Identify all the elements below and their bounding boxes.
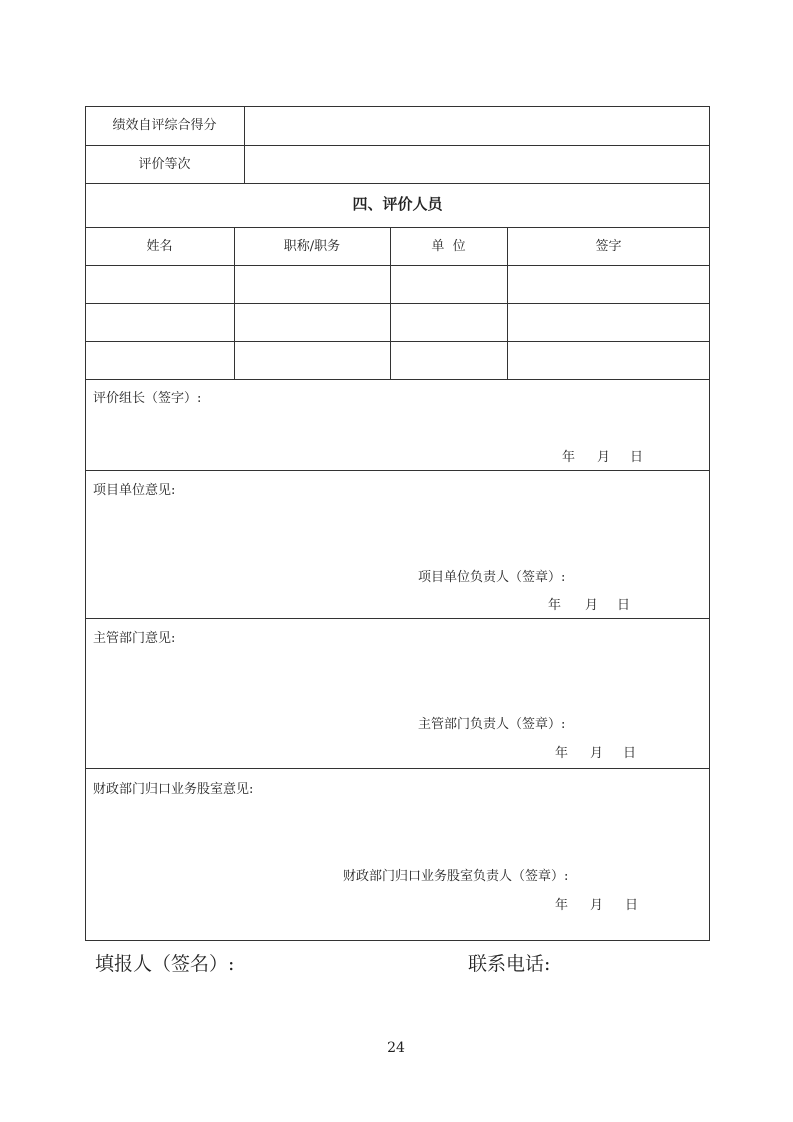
row-divider <box>85 768 710 769</box>
row-divider <box>85 379 710 380</box>
table-border <box>85 940 710 941</box>
row-divider <box>85 183 710 184</box>
table-border <box>85 106 86 941</box>
finance-label: 财政部门归口业务股室意见: <box>93 782 254 797</box>
score-field[interactable] <box>246 108 708 144</box>
page-number: 24 <box>387 1040 405 1056</box>
row-divider <box>85 303 710 304</box>
table-border <box>709 106 710 941</box>
header-unit: 单 位 <box>431 239 466 254</box>
date-month: 月 <box>585 598 599 613</box>
dept-label: 主管部门意见: <box>93 631 176 646</box>
header-name: 姓名 <box>146 239 173 254</box>
finance-signer: 财政部门归口业务股室负责人（签章）: <box>343 869 569 884</box>
table-border <box>85 106 710 107</box>
project-unit-signer: 项目单位负责人（签章）: <box>418 570 566 585</box>
row-divider <box>85 227 710 228</box>
phone-label: 联系电话: <box>468 953 551 975</box>
date-day: 日 <box>625 898 639 913</box>
score-label: 绩效自评综合得分 <box>112 118 217 133</box>
date-year: 年 <box>562 450 576 465</box>
date-year: 年 <box>548 598 562 613</box>
leader-label: 评价组长（签字）: <box>93 391 202 406</box>
project-unit-label: 项目单位意见: <box>93 483 176 498</box>
date-year: 年 <box>555 746 569 761</box>
grade-field[interactable] <box>246 147 708 182</box>
row-divider <box>85 265 710 266</box>
date-day: 日 <box>630 450 644 465</box>
date-year: 年 <box>555 898 569 913</box>
dept-signer: 主管部门负责人（签章）: <box>418 717 566 732</box>
date-day: 日 <box>623 746 637 761</box>
row-divider <box>85 145 710 146</box>
section-title: 四、评价人员 <box>352 195 443 213</box>
row-divider <box>85 618 710 619</box>
col-divider <box>244 106 245 183</box>
grade-label: 评价等次 <box>138 157 191 172</box>
date-month: 月 <box>590 746 604 761</box>
row-divider <box>85 470 710 471</box>
header-title: 职称/职务 <box>283 239 341 254</box>
date-day: 日 <box>617 598 631 613</box>
header-signature: 签字 <box>595 239 622 254</box>
row-divider <box>85 341 710 342</box>
date-month: 月 <box>590 898 604 913</box>
filler-label: 填报人（签名）: <box>95 953 235 975</box>
date-month: 月 <box>597 450 611 465</box>
